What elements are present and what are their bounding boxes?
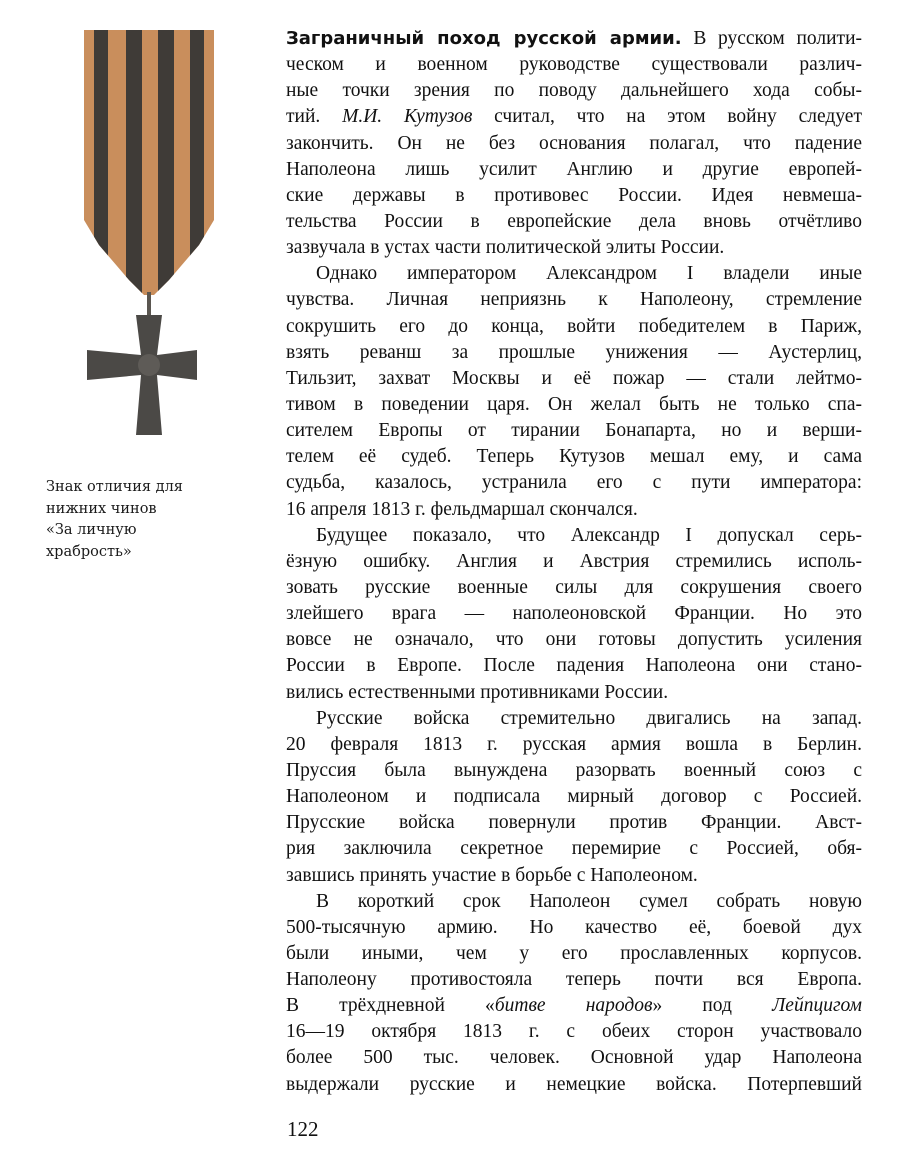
text-line <box>286 104 862 130</box>
text-segment: тивом в поведении царя. Он желал быть не только спа- <box>286 393 862 415</box>
cross-icon <box>87 315 197 435</box>
text-segment: ские державы в противовес России. Идея невмеша- <box>286 184 862 206</box>
text-segment: рия заключила секретное перемирие с Россией, обя- <box>286 838 862 860</box>
text-line <box>286 758 862 784</box>
text-line <box>286 680 862 706</box>
text-line <box>286 470 862 496</box>
text-segment: тельства России в европейские дела вновь отчётливо <box>286 210 862 232</box>
figure-caption <box>46 477 246 563</box>
text-segment: Пруссия была вынуждена разорвать военный союз с <box>286 759 862 781</box>
text-line <box>286 836 862 862</box>
text-line <box>286 575 862 601</box>
text-segment: взять реванш за прошлые унижения — Аустерлиц, <box>286 341 862 363</box>
text-line <box>286 314 862 340</box>
text-segment: России в Европе. После падения Наполеона они стано- <box>286 655 862 677</box>
text-segment: Наполеоном и подписала мирный договор с Россией. <box>286 786 862 808</box>
text-segment: чувства. Личная неприязнь к Наполеону, стремление <box>286 289 862 311</box>
page-number: 122 <box>287 1117 319 1141</box>
text-segment: зовать русские военные силы для сокрушения своего <box>286 576 862 598</box>
text-segment: Прусские войска повернули против Франции. Авст- <box>286 812 862 834</box>
text-segment: сителем Европы от тирании Бонапарта, но и верши- <box>286 420 862 442</box>
italic-term: М.И. Кутузов <box>342 106 473 128</box>
italic-term: битве народов <box>494 995 653 1017</box>
caption-line: храбрость» <box>46 543 132 560</box>
text-segment: зазвучала в устах части политической элиты России. <box>286 237 725 259</box>
text-line <box>286 967 862 993</box>
text-segment: 20 февраля 1813 г. русская армия вошла в Берлин. <box>286 733 862 755</box>
text-segment: Наполеону противостояла теперь почти вся Европа. <box>286 969 862 991</box>
text-line <box>286 131 862 157</box>
text-line <box>286 392 862 418</box>
text-line <box>286 287 862 313</box>
text-segment: ные точки зрения по поводу дальнейшего хода собы- <box>286 80 862 102</box>
text-segment: вились естественными противниками России. <box>286 681 669 703</box>
text-segment: считал, что на этом войну следует <box>472 106 862 128</box>
text-line <box>286 444 862 470</box>
text-line <box>286 549 862 575</box>
text-line <box>286 653 862 679</box>
italic-term: Лейпцигом <box>772 995 862 1017</box>
text-segment: 16 апреля 1813 г. фельдмаршал скончался. <box>286 498 638 520</box>
text-segment: В трёхдневной « <box>286 995 495 1017</box>
text-line <box>286 235 862 261</box>
text-line <box>286 889 862 915</box>
text-segment: тий. <box>286 106 343 128</box>
text-segment: сокрушить его до конца, войти победителем в Париж, <box>286 315 862 337</box>
caption-line: нижних чинов <box>46 500 157 517</box>
text-segment: В короткий срок Наполеон сумел собрать новую <box>316 890 862 912</box>
text-line <box>286 863 862 889</box>
text-segment: 16—19 октября 1813 г. с обеих сторон участвовало <box>286 1021 862 1043</box>
text-line <box>286 810 862 836</box>
section-heading: Заграничный поход русской армии. <box>286 28 682 49</box>
text-line <box>286 26 862 52</box>
text-line <box>286 1072 862 1098</box>
text-line <box>286 915 862 941</box>
text-line <box>286 1019 862 1045</box>
caption-line: Знак отличия для <box>46 479 183 495</box>
text-line <box>286 627 862 653</box>
text-line <box>286 784 862 810</box>
text-segment: В русском полити- <box>681 28 862 49</box>
text-line <box>286 261 862 287</box>
text-segment: Русские войска стремительно двигались на запад. <box>316 707 862 729</box>
text-line <box>286 418 862 444</box>
text-segment: Тильзит, захват Москвы и её пожар — стали лейтмо- <box>286 367 862 389</box>
text-segment: закончить. Он не без основания полагал, что падение <box>286 132 862 154</box>
text-segment: Наполеона лишь усилит Англию и другие европей- <box>286 158 862 180</box>
text-line <box>286 601 862 627</box>
text-line <box>286 340 862 366</box>
text-line <box>286 183 862 209</box>
text-line <box>286 706 862 732</box>
text-segment: 500-тысячную армию. Но качество её, боевой дух <box>286 916 862 938</box>
text-line <box>286 209 862 235</box>
text-line <box>286 497 862 523</box>
text-line <box>286 732 862 758</box>
text-line <box>286 78 862 104</box>
text-line <box>286 366 862 392</box>
text-line <box>286 993 862 1019</box>
text-segment: Будущее показало, что Александр I допускал серь- <box>316 524 862 546</box>
text-segment: » под <box>652 995 773 1017</box>
ribbon <box>84 30 214 300</box>
body-text <box>286 26 862 1098</box>
text-line <box>286 157 862 183</box>
text-line <box>286 523 862 549</box>
text-line <box>286 52 862 78</box>
text-segment: злейшего врага — наполеоновской Франции. Но это <box>286 603 862 625</box>
text-segment: более 500 тыс. человек. Основной удар Наполеона <box>286 1047 862 1069</box>
text-segment: выдержали русские и немецкие войска. Потерпевший <box>286 1073 862 1095</box>
text-segment: судьба, казалось, устранила его с пути императора: <box>286 472 862 494</box>
text-segment: вовсе не означало, что они готовы допустить усиления <box>286 629 862 651</box>
medal-image <box>84 30 214 440</box>
text-line <box>286 1045 862 1071</box>
text-segment: ческом и военном руководстве существовали различ- <box>286 54 862 76</box>
text-segment: были иными, чем у его прославленных корпусов. <box>286 942 862 964</box>
text-segment: Однако императором Александром I владели иные <box>316 263 862 285</box>
text-line <box>286 941 862 967</box>
text-segment: телем её судеб. Теперь Кутузов мешал ему, и сама <box>286 446 862 468</box>
text-segment: ёзную ошибку. Англия и Австрия стремились исполь- <box>286 550 862 572</box>
text-segment: завшись принять участие в борьбе с Наполеоном. <box>286 864 698 886</box>
caption-line: «За личную <box>46 522 137 538</box>
